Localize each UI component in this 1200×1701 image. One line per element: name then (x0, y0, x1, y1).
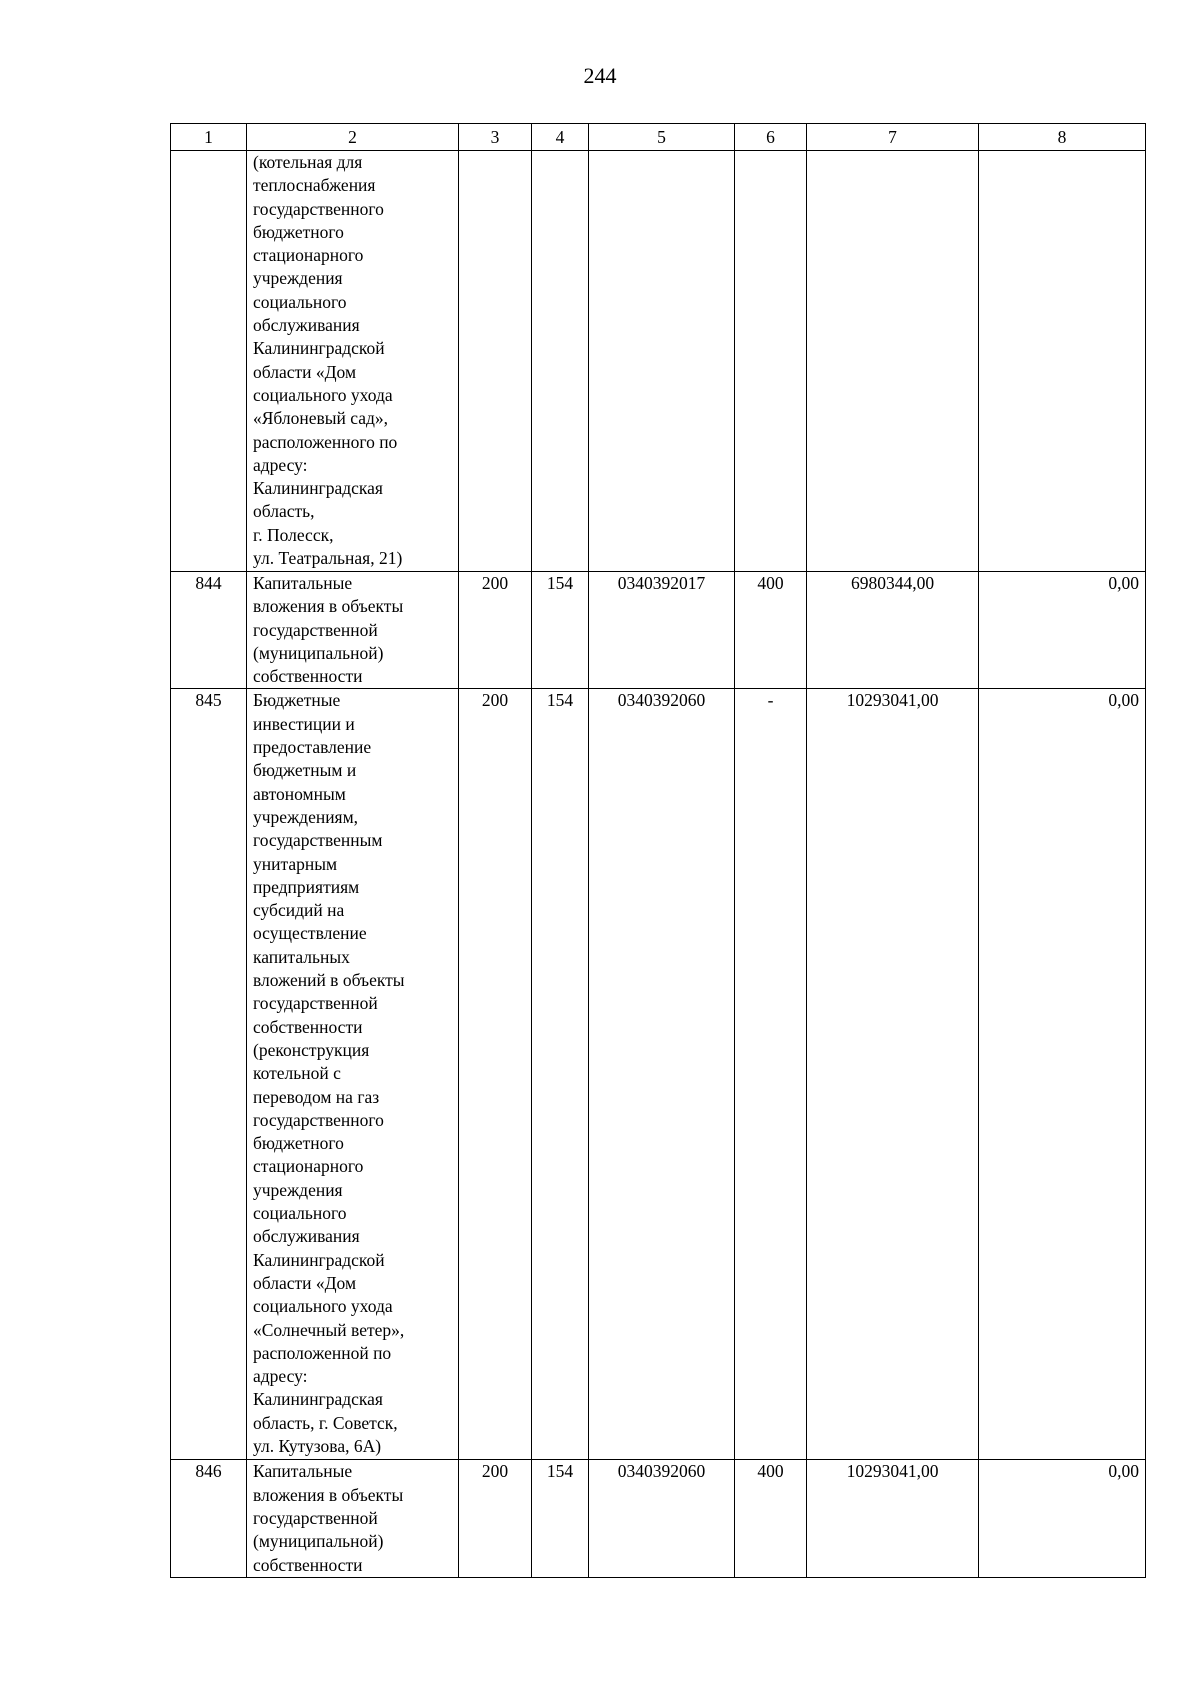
row-col-5: 0340392017 (589, 572, 735, 689)
table-row-845 (171, 689, 1146, 1460)
header-col-8: 8 (979, 124, 1146, 151)
row-col-3 (459, 151, 532, 572)
row-col-4: 154 (532, 1460, 589, 1577)
table-row-846 (171, 1460, 1146, 1577)
row-col-8 (979, 151, 1146, 572)
row-number: 844 (171, 572, 247, 689)
row-col-3: 200 (459, 689, 532, 1460)
row-col-5: 0340392060 (589, 1460, 735, 1577)
row-col-6: 400 (735, 1460, 807, 1577)
header-col-4: 4 (532, 124, 589, 151)
row-description: Капитальные вложения в объекты государственной (муниципальной) собственности (247, 1460, 459, 1577)
row-col-5 (589, 151, 735, 572)
row-col-6: - (735, 689, 807, 1460)
row-col-8: 0,00 (979, 689, 1146, 1460)
row-col-4: 154 (532, 572, 589, 689)
header-col-5: 5 (589, 124, 735, 151)
header-col-2: 2 (247, 124, 459, 151)
table-row-844 (171, 572, 1146, 689)
budget-table (170, 123, 1146, 1578)
header-col-7: 7 (807, 124, 979, 151)
row-col-7: 6980344,00 (807, 572, 979, 689)
row-col-6 (735, 151, 807, 572)
page-number: 244 (583, 63, 617, 88)
row-number: 845 (171, 689, 247, 1460)
row-col-7: 10293041,00 (807, 689, 979, 1460)
row-col-6: 400 (735, 572, 807, 689)
row-col-8: 0,00 (979, 1460, 1146, 1577)
row-description: Бюджетные инвестиции и предоставление бюджетным и автономным учреждениям, государственным унитарным предприятиям субсидий на осуществление капитальных вложений в объекты государственной собственности (реконструкция котельной с переводом на газ государственного бюджетного стационарного учреждения социального обслуживания Калининградской области «Дом социального ухода «Солнечный ветер», расположенной по адресу: Калининградская область, г. Советск, ул. Кутузова, 6А) (247, 689, 459, 1460)
row-number: 846 (171, 1460, 247, 1577)
row-col-3: 200 (459, 1460, 532, 1577)
row-col-7 (807, 151, 979, 572)
row-description: Капитальные вложения в объекты государственной (муниципальной) собственности (247, 572, 459, 689)
row-col-5: 0340392060 (589, 689, 735, 1460)
row-col-4: 154 (532, 689, 589, 1460)
row-col-7: 10293041,00 (807, 1460, 979, 1577)
header-col-3: 3 (459, 124, 532, 151)
header-col-6: 6 (735, 124, 807, 151)
header-row (171, 124, 1146, 151)
table-row-continuation (171, 151, 1146, 572)
row-col-3: 200 (459, 572, 532, 689)
row-col-4 (532, 151, 589, 572)
row-description: (котельная для теплоснабжения государственного бюджетного стационарного учреждения социального обслуживания Калининградской области «Дом социального ухода «Яблоневый сад», расположенного по адресу: Калининградская область, г. Полесск, ул. Театральная, 21) (247, 151, 459, 572)
row-number (171, 151, 247, 572)
row-col-8: 0,00 (979, 572, 1146, 689)
header-col-1: 1 (171, 124, 247, 151)
